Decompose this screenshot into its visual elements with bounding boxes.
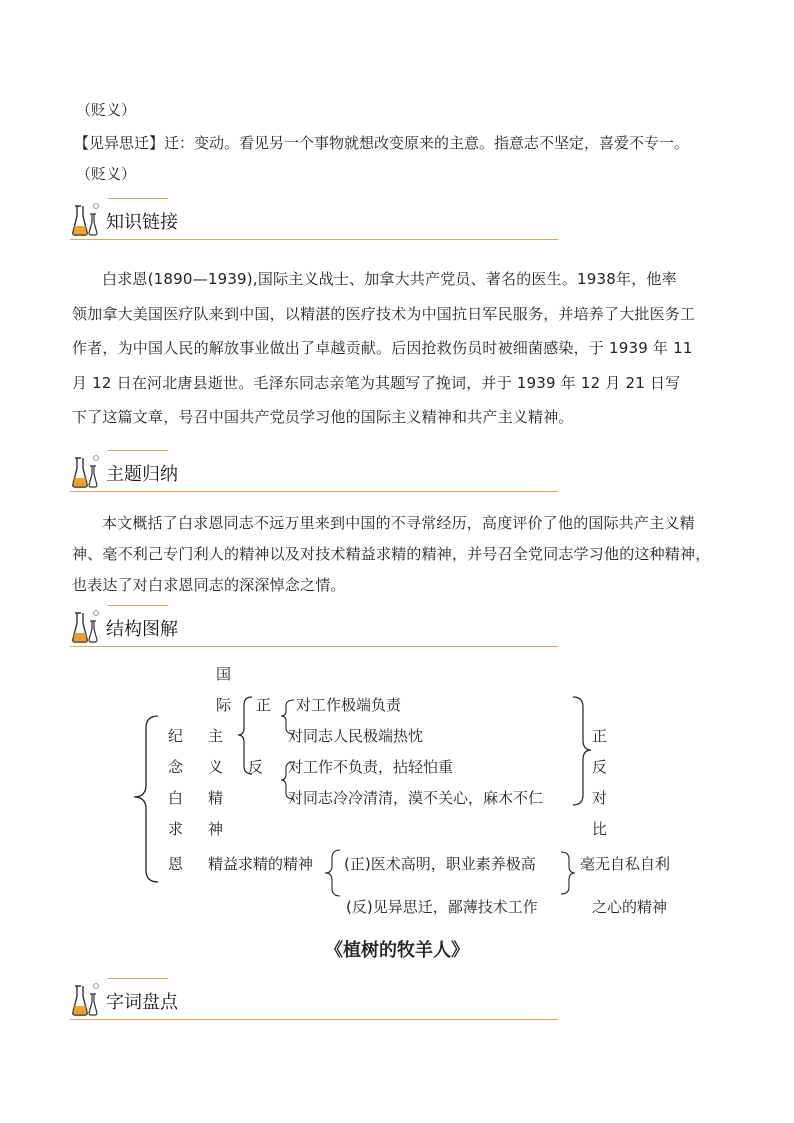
diagram-right-char: 正 (592, 727, 608, 745)
diagram-fan: 反 (248, 758, 264, 776)
paragraph-line: 下了这篇文章，号召中国共产党员学习他的国际主义精神和共产主义精神。 (72, 408, 574, 426)
header-decor-line (108, 978, 168, 979)
diagram-col2-char: 国 (216, 665, 232, 683)
flask-icon (70, 980, 104, 1018)
top-line-1: （贬义） (76, 101, 137, 119)
left-brace (134, 716, 158, 882)
diagram-col1-char: 纪 (168, 727, 184, 745)
diagram-col2-char: 主 (208, 727, 224, 745)
header-underline (70, 1019, 558, 1020)
diagram-col1-char: 恩 (168, 855, 184, 873)
diagram-jingyi: 精益求精的精神 (208, 855, 314, 873)
diagram-right-char: 对 (592, 789, 608, 807)
paragraph-line: 作者，为中国人民的解放事业做出了卓越贡献。后因抢救伤员时被细菌感染，于 1939 年 11 (72, 339, 693, 357)
right-brace (573, 697, 591, 805)
section-title: 字词盘点 (106, 992, 178, 1013)
diagram-item: 对同志冷冷清清，漠不关心，麻木不仁 (288, 789, 544, 807)
diagram-col1-char: 白 (168, 789, 184, 807)
diagram-col2-char: 精 (208, 789, 224, 807)
diagram-jingyi-item: (正)医术高明，职业素养极高 (344, 855, 536, 873)
diagram-jingyi-item: (反)见异思迁，鄙薄技术工作 (346, 898, 538, 916)
paragraph-line: 领加拿大美国医疗队来到中国，以精湛的医疗技术为中国抗日军民服务，并培养了大批医务工 (72, 304, 696, 323)
paragraph-line: 神、毫不利己专门利人的精神以及对技术精益求精的精神，并号召全党同志学习他的这种精神， (72, 545, 711, 563)
section-title: 知识链接 (106, 212, 178, 233)
paragraph-line: 白求恩(1890—1939),国际主义战士、加拿大共产党员、著名的医生。1938年，他率 (102, 270, 677, 288)
diagram-col2-char: 际 (216, 696, 232, 714)
article-title: 《植树的牧羊人》 (325, 940, 469, 961)
section-header-words (70, 978, 558, 1020)
diagram-right-char: 反 (592, 758, 608, 776)
diagram-col1-char: 求 (168, 820, 184, 838)
diagram-right-tail: 之心的精神 (592, 898, 668, 916)
top-line-3: （贬义） (76, 165, 137, 183)
diagram-item: 对工作极端负责 (296, 696, 402, 714)
section-title: 主题归纳 (106, 464, 178, 485)
paragraph-line: 月 12 日在河北唐县逝世。毛泽东同志亲笔为其题写了挽词，并于 1939 年 12 月 21 日写 (72, 373, 681, 392)
paragraph-line: 本文概括了白求恩同志不远万里来到中国的不寻常经历，高度评价了他的国际共产主义精 (102, 514, 695, 532)
diagram-item: 对同志人民极端热忱 (288, 727, 424, 745)
diagram-col2-char: 义 (208, 758, 224, 776)
jingyi-brace (325, 850, 340, 896)
top-line-2: 【见异思迁】迁：变动。看见另一个事物就想改变原来的主意。指意志不坚定，喜爱不专一。 (74, 134, 690, 152)
diagram-col2-char: 神 (208, 820, 224, 838)
section-title: 结构图解 (106, 619, 178, 640)
paragraph-line: 也表达了对白求恩同志的深深悼念之情。 (72, 576, 346, 594)
diagram-zheng: 正 (256, 696, 272, 714)
diagram-col1-char: 念 (168, 758, 184, 776)
diagram-item: 对工作不负责，拈轻怕重 (288, 758, 454, 776)
jingyi-close-brace (561, 852, 575, 894)
diagram-right-char: 比 (592, 820, 608, 838)
diagram-right-tail: 毫无自私自利 (580, 855, 671, 873)
